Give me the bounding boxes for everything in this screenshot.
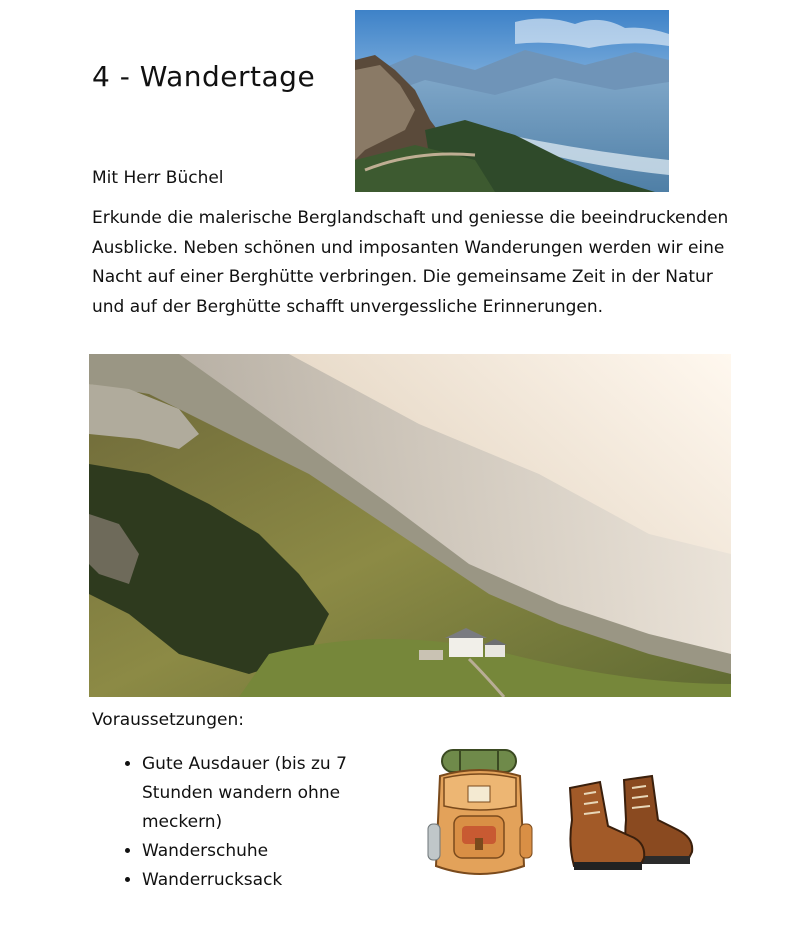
mountain-valley-photo: [355, 10, 669, 192]
list-item: • Wanderschuhe: [142, 837, 372, 866]
list-item: • Wanderrucksack: [142, 866, 372, 895]
description-paragraph: Erkunde die malerische Berglandschaft und geniesse die beeindruckenden Ausblicke. Neben schönen und imposanten Wanderungen werden wir eine Nacht auf einer Berghütte verbringen. Die gemeinsame Zeit in der Natur und auf der Berghütte schafft unvergessliche Erinnerungen.: [92, 208, 729, 317]
list-item: • Gute Ausdauer (bis zu 7 Stunden wandern ohne meckern): [142, 750, 372, 837]
guide-subtitle: Mit Herr Büchel: [92, 168, 224, 188]
mountain-hut-photo: [89, 354, 731, 697]
requirements-list: [118, 750, 372, 895]
backpack-illustration: [424, 746, 536, 886]
page-title: 4 - Wandertage: [92, 60, 316, 93]
hiking-boots-illustration: [566, 770, 698, 872]
requirements-label: Voraussetzungen:: [92, 710, 244, 730]
